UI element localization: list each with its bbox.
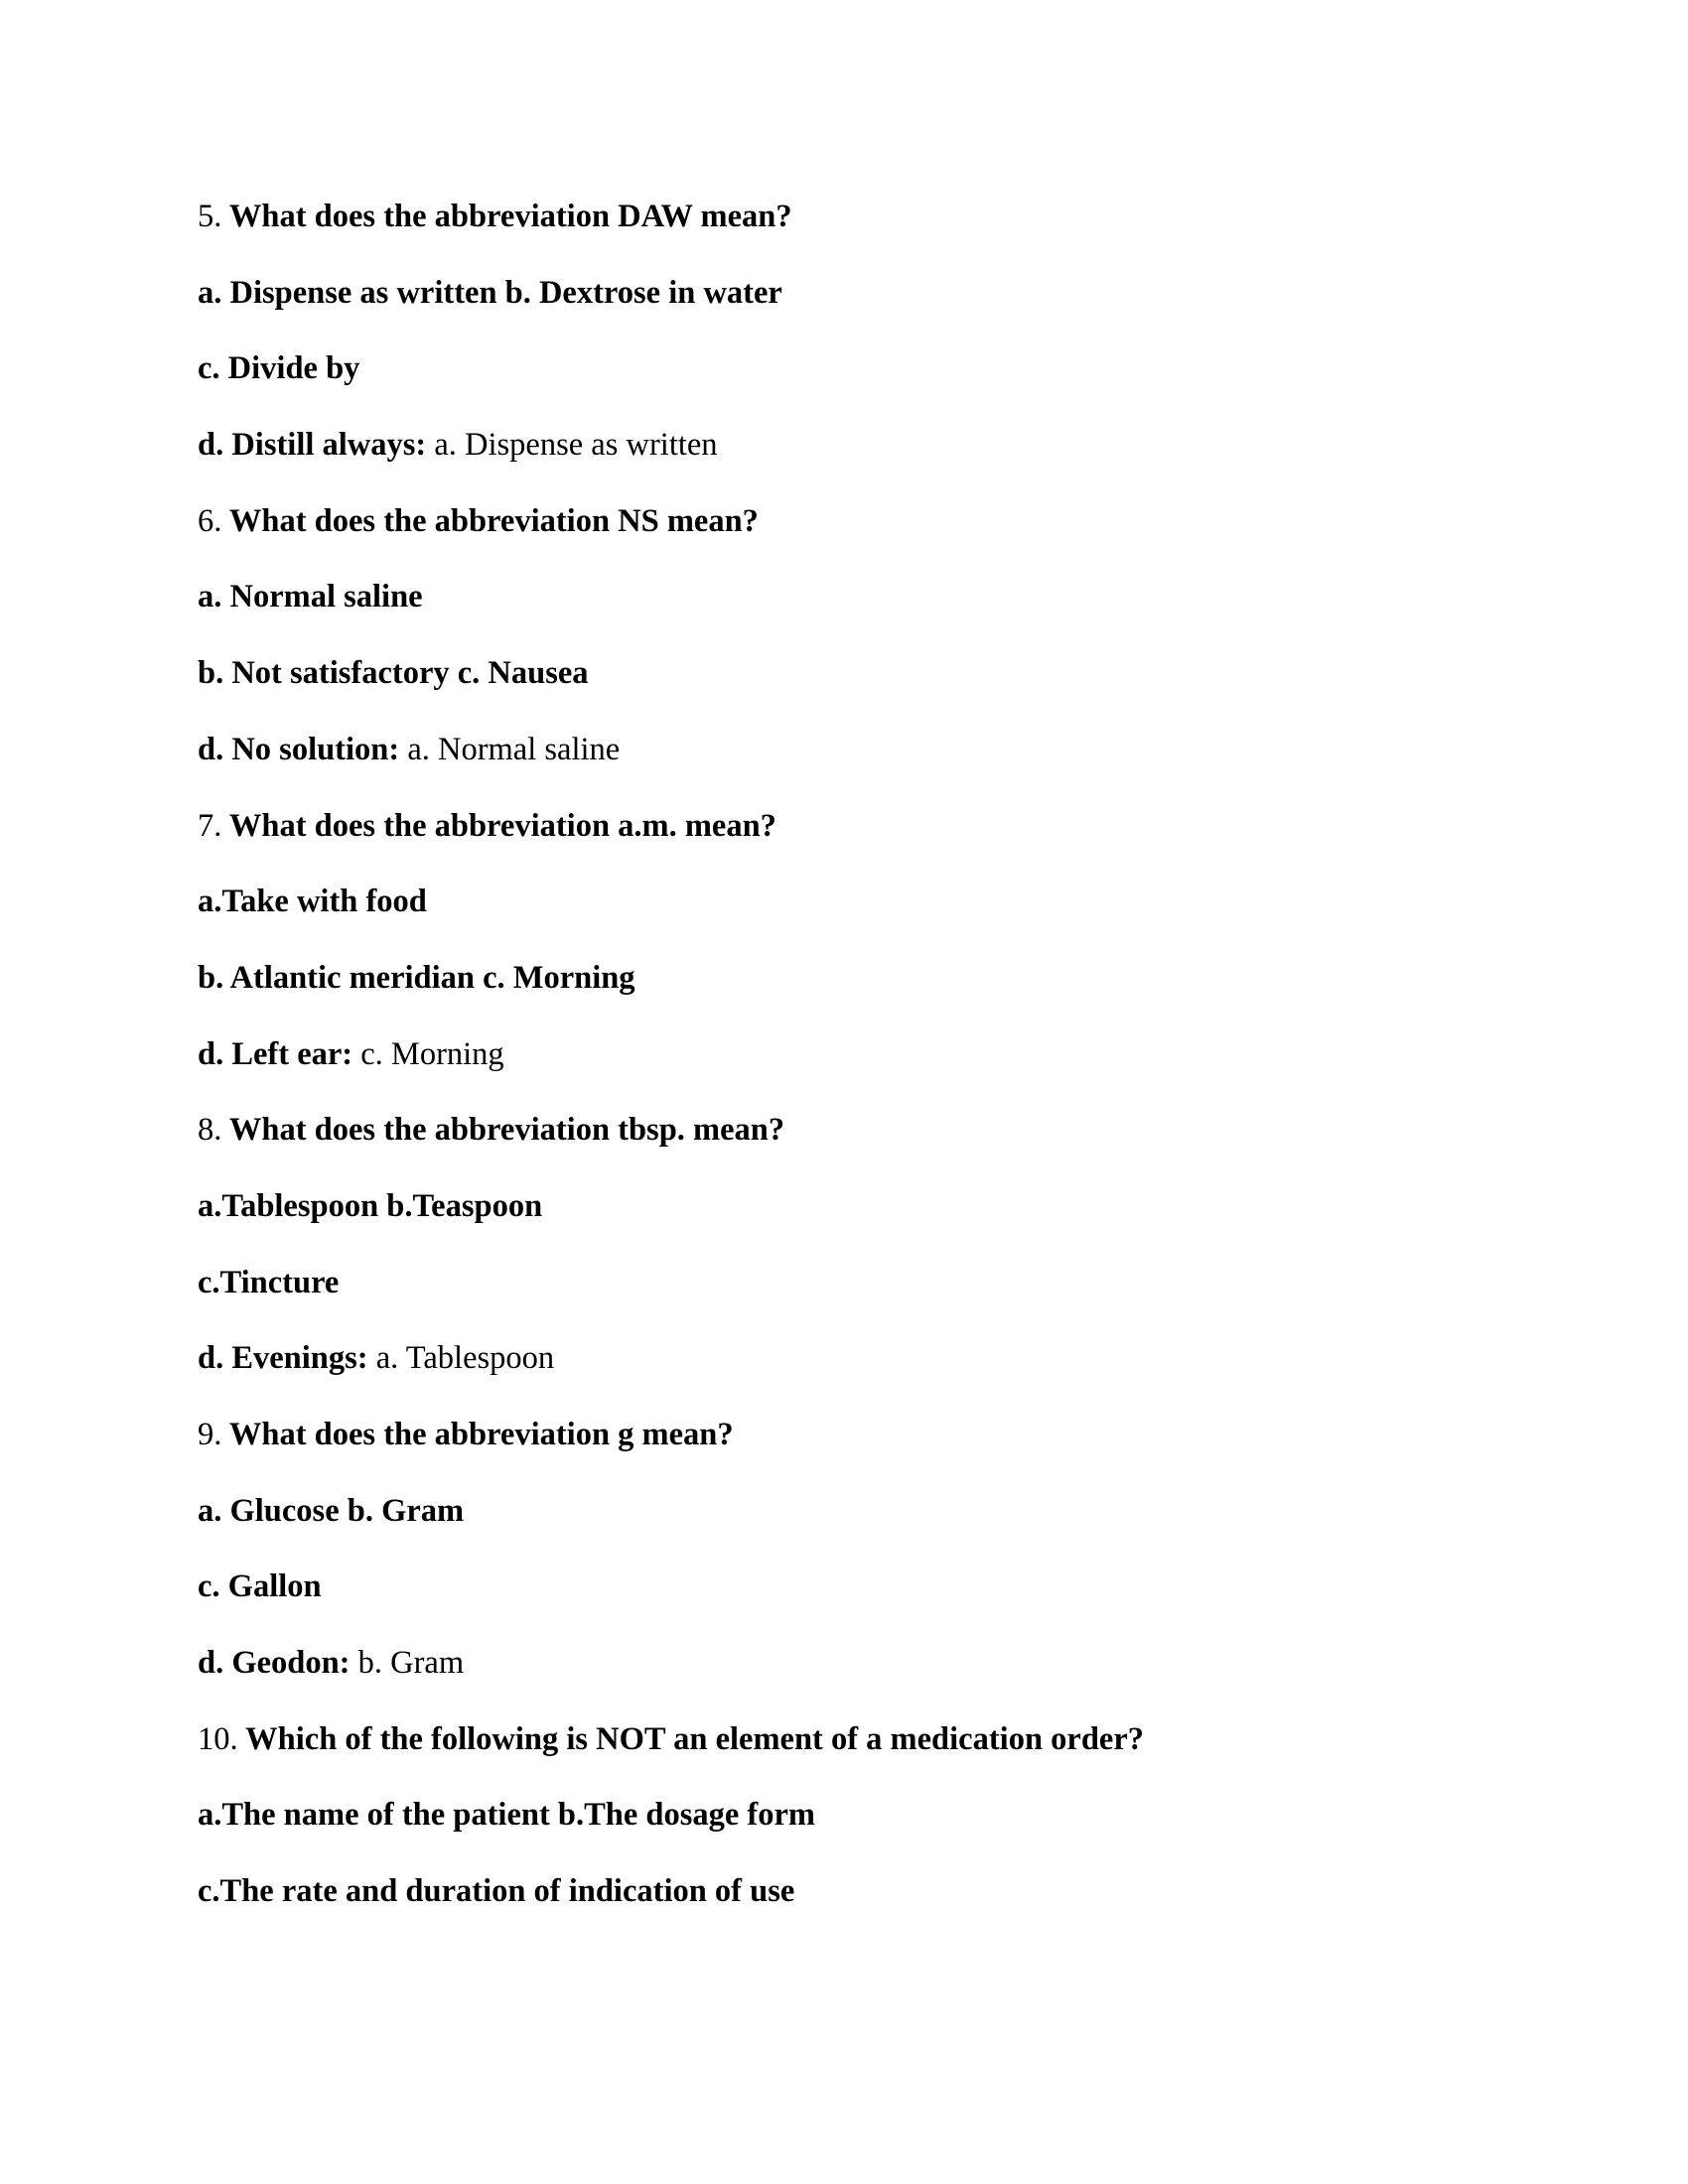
question-10 [198, 1702, 1588, 1930]
answer-line [198, 407, 1588, 483]
answer-text: a. Tablespoon [367, 1340, 555, 1377]
options-line: a.Take with food [198, 884, 427, 920]
answer-text: a. Dispense as written [426, 427, 718, 464]
options-line: a.The name of the patient b.The dosage form [198, 1797, 815, 1834]
options-line: a. Glucose b. Gram [198, 1492, 465, 1529]
question-number: 9. [198, 1417, 222, 1452]
options-line: c. Gallon [198, 1569, 322, 1605]
question-prompt: What does the abbreviation tbsp. mean? [221, 1112, 785, 1149]
quiz-content [198, 179, 1588, 1930]
question-number: 8. [198, 1112, 222, 1149]
question-8 [198, 1092, 1588, 1397]
last-option: d. Distill always: [198, 427, 427, 464]
last-option: d. No solution: [198, 731, 400, 767]
options-line: c.The rate and duration of indication of use [198, 1873, 795, 1910]
options-line: a. Normal saline [198, 579, 423, 615]
question-9 [198, 1397, 1588, 1702]
options-line: a.Tablespoon b.Teaspoon [198, 1187, 543, 1224]
last-option: d. Geodon: [198, 1645, 351, 1682]
question-number: 7. [198, 807, 222, 844]
answer-line [198, 1320, 1588, 1397]
question-7 [198, 788, 1588, 1093]
question-line [198, 1092, 1588, 1168]
question-5 [198, 179, 1588, 483]
question-prompt: What does the abbreviation DAW mean? [221, 199, 792, 234]
question-prompt: What does the abbreviation NS mean? [221, 502, 759, 539]
question-number: 10. [198, 1720, 238, 1757]
options-line: a. Dispense as written b. Dextrose in water [198, 274, 782, 311]
question-line [198, 1397, 1588, 1473]
question-line [198, 1702, 1588, 1778]
answer-line [198, 712, 1588, 788]
question-line [198, 483, 1588, 560]
last-option: d. Evenings: [198, 1340, 368, 1377]
answer-text: c. Morning [352, 1035, 504, 1072]
answer-text: b. Gram [350, 1645, 465, 1682]
answer-text: a. Normal saline [399, 731, 621, 767]
options-line: b. Not satisfactory c. Nausea [198, 655, 589, 692]
question-prompt: Which of the following is NOT an element of a medication order? [237, 1720, 1144, 1757]
question-number: 5. [198, 199, 222, 234]
options-line: c. Divide by [198, 350, 360, 387]
answer-line [198, 1017, 1588, 1093]
answer-line [198, 1625, 1588, 1702]
options-line: b. Atlantic meridian c. Morning [198, 959, 635, 996]
question-6 [198, 483, 1588, 788]
question-line [198, 179, 1588, 255]
question-line [198, 788, 1588, 865]
question-number: 6. [198, 502, 222, 539]
last-option: d. Left ear: [198, 1035, 353, 1072]
question-prompt: What does the abbreviation a.m. mean? [221, 807, 776, 844]
options-line: c.Tincture [198, 1264, 340, 1300]
question-prompt: What does the abbreviation g mean? [221, 1417, 734, 1452]
